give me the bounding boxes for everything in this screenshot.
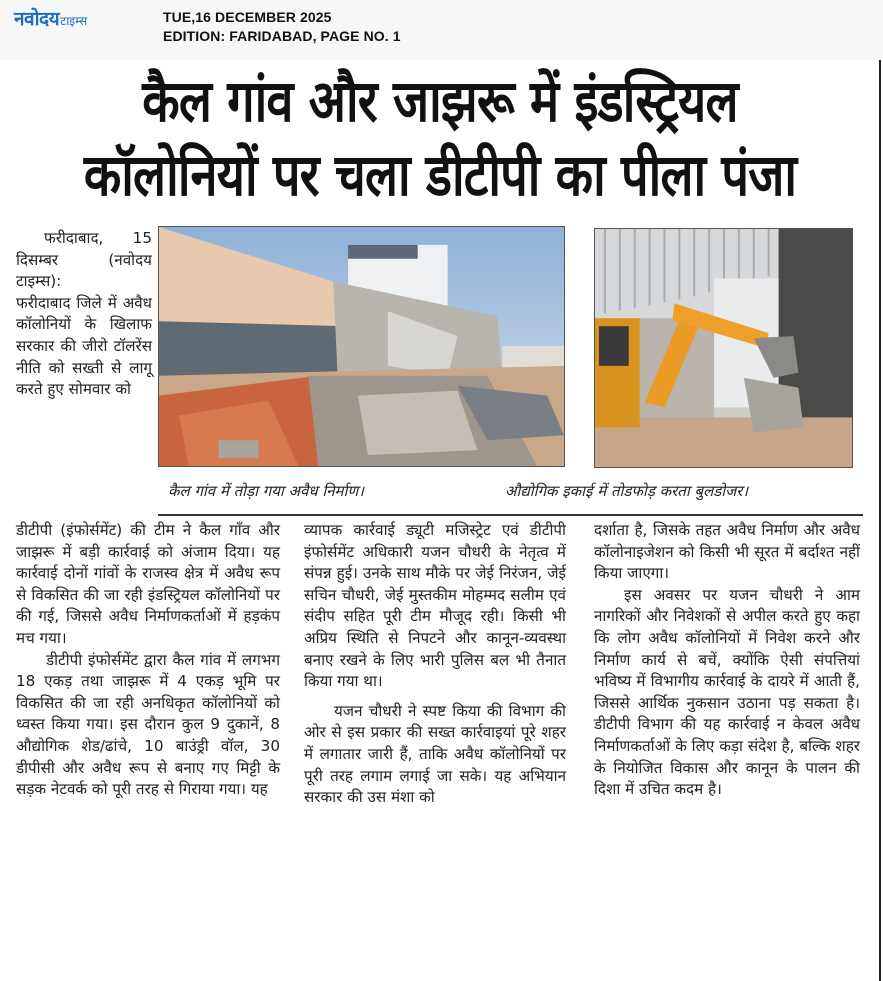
photo-caption-2: औद्योगिक इकाई में तोडफोड़ करता बुलडोजर। bbox=[505, 482, 749, 500]
column-1-paragraph-2: डीटीपी इंफोर्समेंट द्वारा कैल गांव में लगभग 18 एकड़ तथा जाझरू में 4 एकड़ भूमि पर विकसित की जा रही अनधिकृत कॉलोनियों को ध्वस्त किया गया। इस दौरान कुल 9 दुकानें, 8 औद्योगिक शेड/ढांचे, 10 बाउंड्री वॉल, 30 डीपीसी और अवैध रूप से बनाए गए मिट्टी के सड़क नेटवर्क को पूरी तरह से गिराया गया। यह bbox=[16, 650, 280, 799]
lead-column bbox=[16, 228, 152, 401]
article-column-1 bbox=[16, 520, 280, 801]
article-column-3 bbox=[594, 520, 860, 801]
newspaper-logo bbox=[14, 6, 87, 30]
masthead bbox=[0, 0, 883, 60]
column-2-paragraph-2: यजन चौधरी ने स्पष्ट किया की विभाग की ओर से इस प्रकार की सख्त कार्रवाइयां पूरे शहर में लगातार जारी हैं, ताकि अवैध कॉलोनियों पर पूरी तरह लगाम लगाई जा सके। यह अभियान सरकार की उस मंशा को bbox=[304, 701, 566, 807]
section-divider bbox=[158, 514, 863, 516]
column-3-paragraph-2: इस अवसर पर यजन चौधरी ने आम नागरिकों और निवेशकों से अपील करते हुए कहा कि लोग अवैध कॉलोनियों में निवेश करने और निर्माण कार्य से बचें, क्योंकि ऐसी संपत्तियां भविष्य में विभागीय कार्रवाई के दायरे में आती हैं, जिससे आर्थिक नुकसान उठाना पड़ सकता है। डीटीपी विभाग की यह कार्रवाई न केवल अवैध निर्माणकर्ताओं के लिए कड़ा संदेश है, बल्कि शहर के नियोजित विकास और कानून के पालन की दिशा में उचित कदम है। bbox=[594, 585, 860, 799]
headline-line-2: कॉलोनियों पर चला डीटीपी का पीला पंजा bbox=[83, 141, 797, 209]
edition-info bbox=[163, 8, 401, 46]
dateline: फरीदाबाद, 15 दिसम्बर (नवोदय टाइम्स): bbox=[16, 229, 152, 291]
photo-bulldozer bbox=[594, 228, 853, 468]
lead-text: फरीदाबाद जिले में अवैध कॉलोनियों के खिलाफ सरकार की जीरो टॉलरेंस नीति को सख्ती से लागू करते हुए सोमवार को bbox=[16, 293, 152, 399]
article-column-2 bbox=[304, 520, 566, 809]
logo-sub-text: टाइम्स bbox=[60, 14, 88, 28]
logo-main-text: नवोदय bbox=[14, 8, 60, 30]
headline-line-1: कैल गांव और जाझरू में इंडस्ट्रियल bbox=[142, 67, 738, 135]
rubble-photo-icon bbox=[159, 227, 564, 466]
page-edge-rule bbox=[879, 60, 881, 981]
headline bbox=[70, 64, 809, 212]
column-3-paragraph-1: दर्शाता है, जिसके तहत अवैध निर्माण और अवैध कॉलोनाइजेशन को किसी भी सूरत में बर्दाश्त नहीं किया जाएगा। bbox=[594, 521, 860, 583]
column-2-paragraph-1: व्यापक कार्रवाई ड्यूटी मजिस्ट्रेट एवं डीटीपी इंफोर्समेंट अधिकारी यजन चौधरी के नेतृत्व में संपन्न हुई। उनके साथ मौके पर जेई निरंजन, जेई सचिन चौधरी, जेई मुस्तकीम मोहम्मद सलीम एवं संदीप सहित पूरी टीम मौजूद रही। किसी भी अप्रिय स्थिति से निपटने और कानून-व्यवस्था बनाए रखने के लिए भारी पुलिस बल भी तैनात किया गया था। bbox=[304, 521, 566, 691]
column-1-paragraph-1: डीटीपी (इंफोर्समेंट) की टीम ने कैल गाँव और जाझरू में बड़ी कार्रवाई को अंजाम दिया। यह कार्रवाई दोनों गांवों के राजस्व क्षेत्र में अवैध रूप से विकसित की जा रही इंडस्ट्रियल कॉलोनियों पर की गई, जिससे अवैध निर्माणकर्ताओं में हड़कंप मच गया। bbox=[16, 521, 280, 647]
bulldozer-photo-icon bbox=[595, 229, 852, 467]
photo-demolished-building bbox=[158, 226, 565, 467]
publication-date: TUE,16 DECEMBER 2025 bbox=[163, 9, 332, 25]
photo-caption-1: कैल गांव में तोड़ा गया अवैध निर्माण। bbox=[168, 482, 364, 500]
edition-page: EDITION: FARIDABAD, PAGE NO. 1 bbox=[163, 28, 401, 44]
